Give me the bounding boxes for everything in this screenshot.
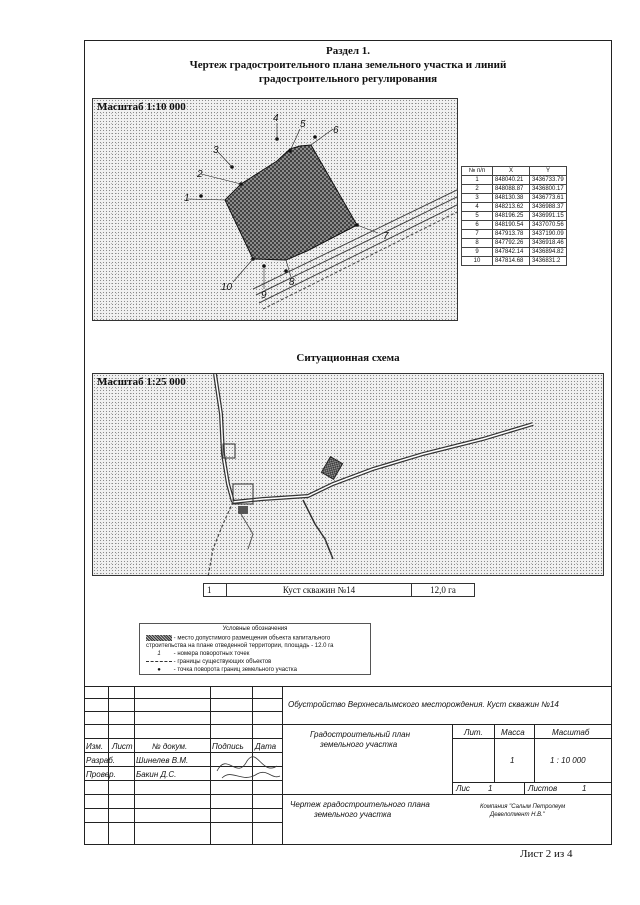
situation-scale-label: Масштаб 1:25 000 <box>97 376 186 388</box>
summary-table <box>203 583 475 597</box>
cell-x: 847814.68 <box>493 257 530 266</box>
table-row <box>462 185 567 194</box>
cell-y: 3436988.37 <box>530 203 567 212</box>
table-row <box>462 257 567 266</box>
cell-y: 3436918.46 <box>530 239 567 248</box>
mass-value: 1 <box>510 756 515 765</box>
point-label-10: 10 <box>221 282 233 293</box>
cell-x: 848088.87 <box>493 185 530 194</box>
hatch-swatch <box>146 635 172 641</box>
cell-x: 847842.14 <box>493 248 530 257</box>
table-row <box>462 221 567 230</box>
title-block <box>84 686 612 844</box>
point-label-2: 2 <box>197 169 203 180</box>
sheet-number: Лист 2 из 4 <box>520 848 573 860</box>
point-label-3: 3 <box>213 145 219 156</box>
summary-area: 12,0 га <box>412 584 475 597</box>
cell-y: 3436800.17 <box>530 185 567 194</box>
table-row <box>462 194 567 203</box>
cell-num: 5 <box>462 212 493 221</box>
table-row <box>462 203 567 212</box>
prover-name: Бакин Д.С. <box>136 770 177 779</box>
legend-point-symbol: 1 <box>157 651 161 657</box>
cell-x: 847792.26 <box>493 239 530 248</box>
drawing-title-line1: Чертеж градостроительного плана <box>290 800 430 809</box>
table-row <box>462 239 567 248</box>
cell-num: 3 <box>462 194 493 203</box>
listov-value: 1 <box>582 784 587 793</box>
cell-y: 3437070.56 <box>530 221 567 230</box>
point-label-4: 4 <box>273 113 279 124</box>
signature-mark <box>212 746 282 786</box>
section-subtitle-1: Чертеж градостроительного плана земельного участка и линий <box>189 59 507 71</box>
legend-item-area <box>146 635 330 642</box>
list-label: Лис <box>456 784 470 793</box>
legend <box>139 623 371 675</box>
section-subtitle-2: градостроительного регулирования <box>258 73 438 85</box>
razrab-name: Шинелев В.М. <box>136 756 189 765</box>
summary-num: 1 <box>204 584 227 597</box>
legend-item-turnpoint-text: - точка поворота границ земельного участка <box>173 667 297 673</box>
situation-map <box>92 373 604 576</box>
dashed-line-swatch <box>146 661 172 662</box>
header-izm: Изм. <box>86 742 104 751</box>
company-line2: Девелопмент Н.В." <box>490 812 545 818</box>
land-plot-map <box>92 98 458 321</box>
section-title: Раздел 1. <box>325 45 371 57</box>
legend-item-area-text: - место допустимого размещения объекта капитального <box>173 635 331 642</box>
cell-x: 848196.25 <box>493 212 530 221</box>
cell-y: 3436991.15 <box>530 212 567 221</box>
legend-item-borders <box>146 659 271 665</box>
table-row <box>462 212 567 221</box>
razrab-label: Разраб. <box>86 756 115 765</box>
point-label-1: 1 <box>184 193 190 204</box>
cell-x: 848040.21 <box>493 176 530 185</box>
situation-title: Ситуационная схема <box>296 352 400 364</box>
cell-num: 8 <box>462 239 493 248</box>
map-scale-label: Масштаб 1:10 000 <box>97 101 186 113</box>
point-label-7: 7 <box>383 231 389 242</box>
table-row <box>462 230 567 239</box>
cell-y: 3436894.82 <box>530 248 567 257</box>
scale-value: 1 : 10 000 <box>550 756 586 765</box>
header-date: Дата <box>255 742 277 751</box>
cell-num: 1 <box>462 176 493 185</box>
header-list: Лист <box>112 742 133 751</box>
list-value: 1 <box>488 784 493 793</box>
header-doc: № докум. <box>152 742 188 751</box>
coordinates-table <box>461 166 567 266</box>
cell-y: 3436733.79 <box>530 176 567 185</box>
table-row <box>204 584 475 597</box>
cell-num: 9 <box>462 248 493 257</box>
land-plot-area <box>225 145 357 260</box>
company-line1: Компания "Салым Петролеум <box>480 804 566 810</box>
scale-header: Масштаб <box>552 728 590 737</box>
cell-y: 3436773.61 <box>530 194 567 203</box>
legend-item-points-text: - номера поворотных точек <box>173 651 250 657</box>
point-label-6: 6 <box>333 125 339 136</box>
cell-num: 6 <box>462 221 493 230</box>
cell-x: 848130.38 <box>493 194 530 203</box>
prover-label: Провер. <box>86 770 116 779</box>
doc-title-line2: земельного участка <box>320 740 398 749</box>
cell-x: 848190.54 <box>493 221 530 230</box>
cell-y: 3437190.09 <box>530 230 567 239</box>
mass-header: Масса <box>501 728 525 737</box>
legend-item-turnpoint <box>146 667 297 673</box>
legend-item-area-cont: строительства на плане отведенной территории, площадь - 12.0 га <box>146 643 334 649</box>
cell-num: 2 <box>462 185 493 194</box>
cell-num: 10 <box>462 257 493 266</box>
col-header-x: X <box>493 167 530 176</box>
header-sign: Подпись <box>212 742 244 751</box>
project-title: Обустройство Верхнесалымского месторождения. Куст скважин №14 <box>288 700 559 709</box>
land-plot-drawing <box>93 99 458 321</box>
doc-title-line1: Градостроительный план <box>310 730 410 739</box>
lit-header: Лит. <box>464 728 483 737</box>
table-row <box>462 248 567 257</box>
table-row <box>462 176 567 185</box>
listov-label: Листов <box>528 784 558 793</box>
situation-drawing <box>93 374 604 576</box>
dot-icon: ● <box>157 667 161 673</box>
legend-item-borders-text: - границы существующих объектов <box>173 659 272 665</box>
legend-item-points <box>146 651 249 657</box>
cell-x: 847913.78 <box>493 230 530 239</box>
point-label-9: 9 <box>261 290 267 301</box>
col-header-y: Y <box>530 167 567 176</box>
cell-num: 7 <box>462 230 493 239</box>
cell-num: 4 <box>462 203 493 212</box>
col-header-num: № п/п <box>462 167 493 176</box>
legend-title: Условные обозначения <box>222 626 288 632</box>
cell-x: 848213.62 <box>493 203 530 212</box>
cell-y: 3436831.2 <box>530 257 567 266</box>
point-label-8: 8 <box>289 277 295 288</box>
summary-name: Куст скважин №14 <box>227 584 412 597</box>
point-label-5: 5 <box>300 119 306 130</box>
drawing-title-line2: земельного участка <box>314 810 392 819</box>
